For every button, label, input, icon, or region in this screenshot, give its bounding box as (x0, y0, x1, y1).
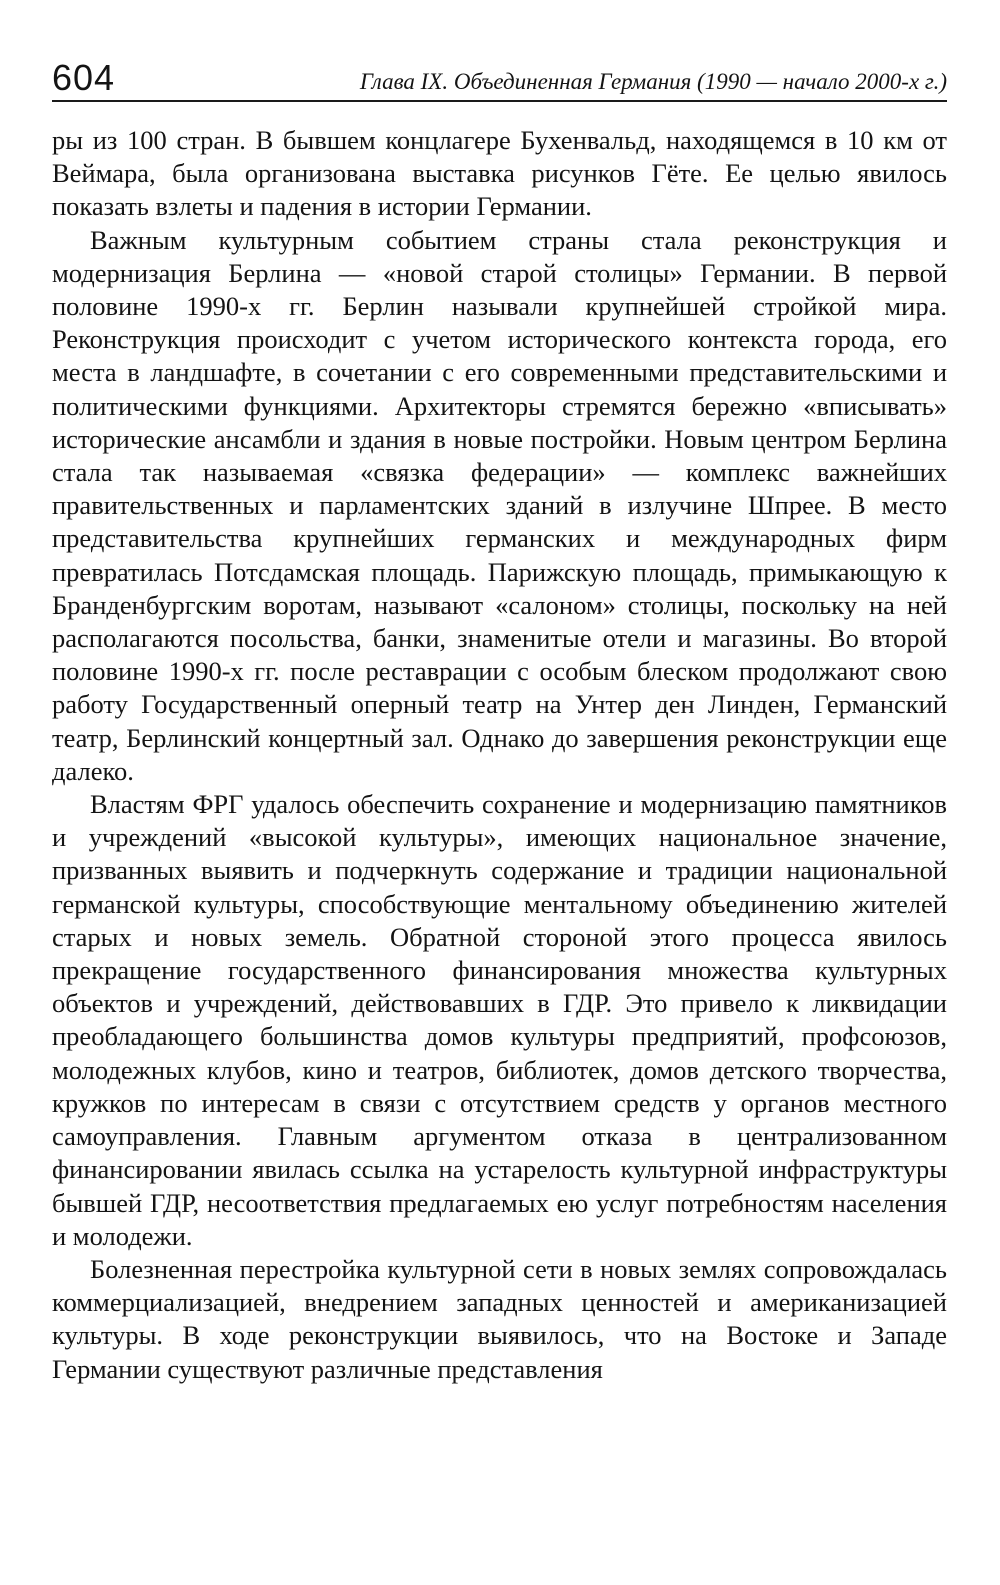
paragraph-commercialization: Болезненная перестройка культурной сети в новых землях сопровождалась коммерциализацией, внедрением западных ценностей и американизацией культуры. В ходе реконструкции выявилось, что на Востоке и Западе Германии существуют различные представления (52, 1253, 947, 1384)
paragraph-continuation: ры из 100 стран. В бывшем концлагере Бухенвальд, находящемся в 10 км от Веймара, была организована выставка рисунков Гёте. Ее целью явилось показать взлеты и падения в истории Германии. (52, 125, 947, 222)
page-number: 604 (52, 57, 116, 98)
book-page (52, 40, 947, 1386)
paragraph-berlin-reconstruction: Важным культурным событием страны стала реконструкция и модернизация Берлина — «новой старой столицы» Германии. В первой половине 1990-х гг. Берлин называли крупнейшей стройкой мира. Реконструкция происходит с учетом исторического контекста города, его места в ландшафте, в сочетании с его современными представительскими и политическими функциями. Архитекторы стремятся бережно «вписывать» исторические ансамбли и здания в новые постройки. Новым центром Берлина стала так называемая «связка федерации» — комплекс важнейших правительственных и парламентских зданий в излучине Шпрее. В место представительства крупнейших германских и международных фирм превратилась Потсдамская площадь. Парижскую площадь, примыкающую к Бранденбургским воротам, называют «салоном» столицы, поскольку на ней располагаются посольства, банки, знаменитые отели и магазины. Во второй половине 1990-х гг. после реставрации с особым блеском продолжают свою работу Государственный оперный театр на Унтер ден Линден, Германский театр, Берлинский концертный зал. Однако до завершения реконструкции еще далеко. (52, 224, 947, 786)
paragraph-high-culture: Властям ФРГ удалось обеспечить сохранение и модернизацию памятников и учреждений «высокой культуры», имеющих национальное значение, призванных выявить и подчеркнуть содержание и традиции национальной германской культуры, способствующие ментальному объединению жителей старых и новых земель. Обратной стороной этого процесса явилось прекращение государственного финансирования множества культурных объектов и учреждений, действовавших в ГДР. Это привело к ликвидации преобладающего большинства домов культуры предприятий, профсоюзов, молодежных клубов, кино и театров, библиотек, домов детского творчества, кружков по интересам в связи с отсутствием средств у органов местного самоуправления. Главным аргументом отказа в централизованном финансировании явилась ссылка на устарелость культурной инфраструктуры бывшей ГДР, несоответствия предлагаемых ею услуг потребностям населения и молодежи. (52, 789, 947, 1251)
chapter-title: Глава IX. Объединенная Германия (1990 — начало 2000-х г.) (359, 68, 947, 94)
running-head (52, 40, 947, 102)
body-text (52, 124, 947, 1386)
